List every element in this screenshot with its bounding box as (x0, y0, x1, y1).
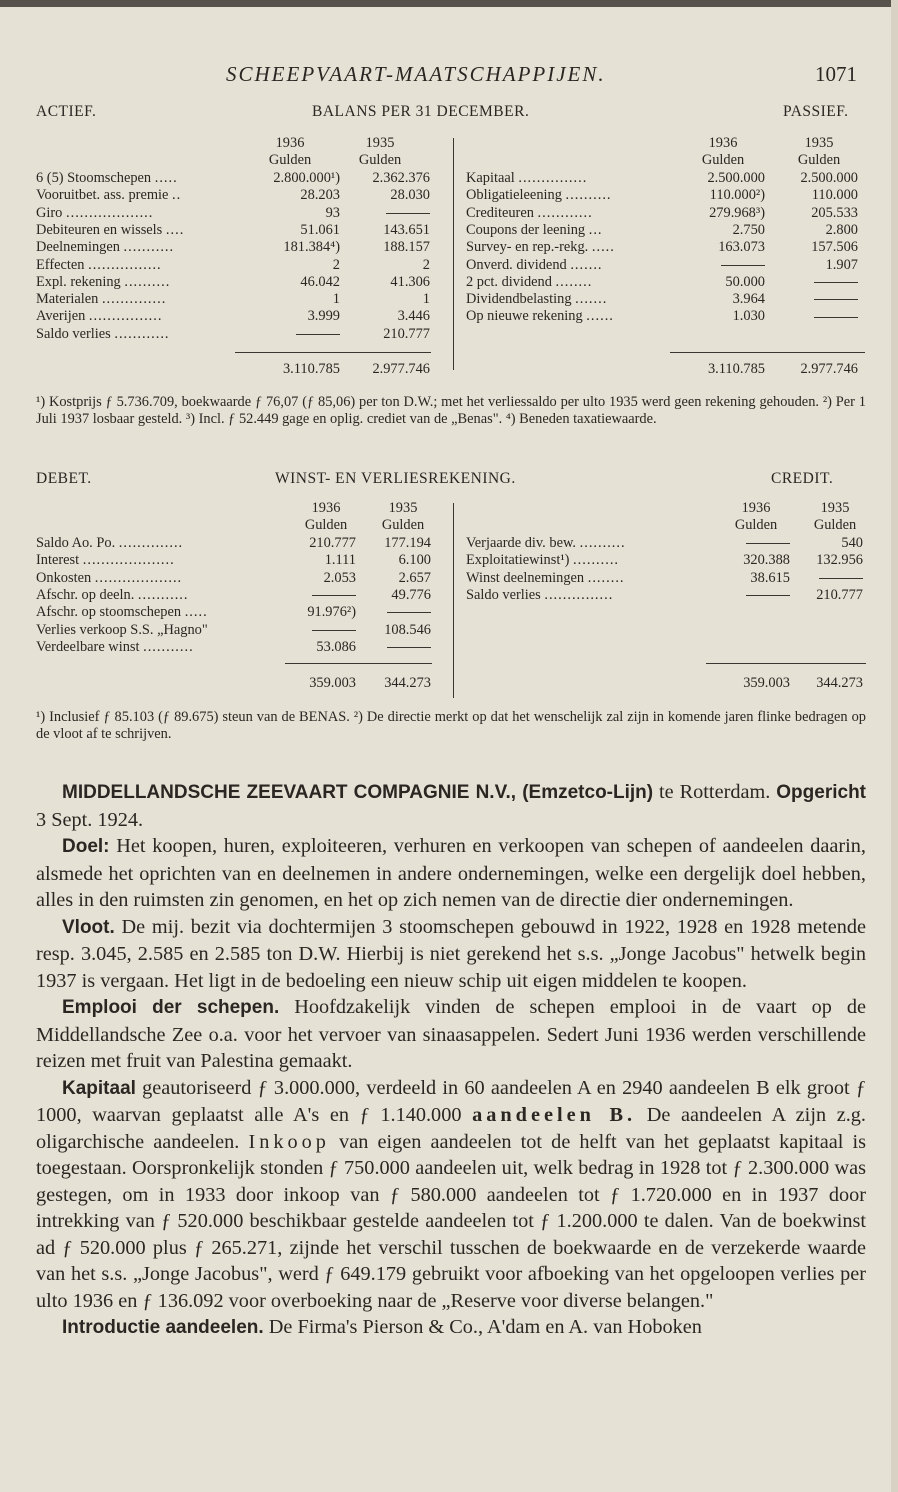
passief-unit-1935: Gulden (797, 152, 841, 168)
passief-row-value-1936 (666, 257, 765, 274)
item-name: Op nieuwe rekening (466, 308, 583, 325)
actief-row-value-1936 (236, 326, 340, 343)
passief-row (466, 170, 866, 187)
item-name: Interest (36, 552, 80, 569)
passief-row-value-1935: 205.533 (811, 204, 858, 221)
nil-rule (387, 612, 431, 613)
credit-label: CREDIT. (771, 470, 834, 487)
leader-dots: ..... (154, 170, 178, 186)
nil-rule (746, 595, 790, 596)
actief-row (36, 187, 436, 204)
actief-row (36, 257, 436, 274)
passief-row-value-1935: 2.800 (825, 221, 858, 238)
actief-row-value-1935: 28.030 (390, 187, 430, 204)
passief-row-value-1936: 2.750 (732, 221, 765, 238)
kapitaal-label: Kapitaal (62, 1077, 136, 1099)
passief-row (466, 257, 866, 274)
actief-row-label (36, 222, 241, 239)
debet-row-label (36, 639, 276, 656)
leader-dots: ................... (66, 204, 154, 221)
credit-row-label (466, 587, 706, 604)
actief-row (36, 205, 436, 222)
credit-total-1936: 359.003 (743, 675, 790, 691)
actief-row-value-1936: 93 (325, 204, 340, 221)
actief-row-label (36, 239, 241, 256)
actief-row-value-1936: 3.999 (307, 308, 340, 325)
item-name: Coupons der leening (466, 221, 586, 238)
passief-row-value-1935 (765, 274, 858, 291)
leader-dots: ................ (88, 308, 163, 325)
credit-row-label (466, 535, 706, 552)
opgericht-text: 3 Sept. 1924. (36, 808, 144, 831)
debet-row-value-1935: 108.546 (384, 621, 431, 638)
credit-row-value-1936: 38.615 (750, 569, 790, 586)
debet-row-value-1935 (354, 639, 431, 656)
credit-row-value-1935: 132.956 (816, 552, 863, 569)
passief-row-label (466, 187, 671, 204)
actief-row-value-1935: 41.306 (390, 273, 430, 290)
actief-row-label (36, 205, 241, 222)
credit-row-value-1935: 540 (841, 535, 863, 551)
actief-row-value-1936: 181.384⁴) (283, 239, 340, 256)
company-heading-paragraph (36, 779, 866, 833)
kapitaal-text-3: van eigen aandeelen tot de helft van het geplaatst kapitaal is toegestaan. Oorspronkelijk stonden ƒ 750.000 aandeelen uit, welk bedrag in 1928 tot ƒ 2.300.000 was gestegen, om in 1933 door inkoop van ƒ 580.000 aandeelen tot ƒ 1.720.000 en in 1937 door intrekking van ƒ 520.000 beschikbaar gestelde aandeelen tot ƒ 1.200.000 te dalen. Van de boekwinst ad ƒ 520.000 plus ƒ 265.271, zijnde het verschil tusschen de boekwaarde en de verzekerde waarde van het s.s. „Jonge Jacobus", werd ƒ 649.179 gebruikt voor afboeking van het opgeloopen verlies per ulto 1936 en ƒ 136.092 voor overboeking naar de „Reserve voor diverse belangen." (36, 1130, 866, 1312)
credit-total-rule (706, 663, 866, 664)
debet-row-value-1935: 6.100 (398, 552, 431, 569)
passief-row-label (466, 239, 671, 256)
debet-row (36, 587, 456, 604)
item-name: Verdeelbare winst (36, 638, 140, 655)
top-scan-edge (0, 0, 898, 7)
debet-row-value-1936 (276, 587, 356, 604)
nil-rule (814, 282, 858, 283)
actief-total-1936: 3.110.785 (282, 361, 340, 377)
item-name: Deelnemingen (36, 239, 120, 256)
debet-unit-1936: Gulden (304, 517, 348, 533)
passief-row-label (466, 170, 671, 187)
debet-row-label (36, 587, 276, 604)
debet-row-label (36, 552, 276, 569)
balans-column-divider (453, 138, 454, 370)
actief-row-label (36, 187, 241, 204)
debet-row (36, 552, 456, 569)
item-name: Winst deelnemingen (466, 569, 585, 586)
leader-dots: ................... (94, 569, 183, 586)
actief-row-value-1936: 46.042 (300, 273, 340, 290)
item-name: Afschr. op deeln. (36, 586, 135, 603)
actief-row-label (36, 274, 241, 291)
actief-row-value-1935: 188.157 (383, 239, 430, 256)
doel-paragraph (36, 833, 866, 914)
leader-dots: ............... (544, 586, 614, 603)
item-name: 2 pct. dividend (466, 273, 552, 290)
leader-dots: ...... (586, 308, 614, 325)
passief-row-value-1936: 1.030 (732, 308, 765, 325)
leader-dots: ....... (570, 256, 603, 273)
nil-rule (819, 578, 863, 579)
actief-row-label (36, 170, 241, 187)
actief-row-value-1935: 143.651 (383, 221, 430, 238)
vloot-label: Vloot. (62, 916, 115, 938)
actief-row-label (36, 308, 241, 325)
leader-dots: ..... (591, 239, 615, 256)
credit-row-value-1935: 210.777 (816, 586, 863, 603)
item-name: Onkosten (36, 569, 92, 586)
right-scan-edge (891, 0, 898, 1492)
leader-dots: .......... (124, 273, 171, 290)
passief-row-value-1935 (765, 291, 858, 308)
debet-row-value-1935 (354, 604, 431, 621)
doel-text: Het koopen, huren, exploiteeren, verhuren en verkoopen van schepen of aandeelen daarin, alsmede het oprichten van en deelnemen in andere ondernemingen, welke een dergelijk doel hebben, alles in den ruimsten zin genomen, en het op zich nemen van de directie dier ondernemingen. (36, 835, 866, 911)
actief-row-value-1936: 51.061 (300, 221, 340, 238)
passief-row-value-1936: 163.073 (718, 239, 765, 256)
item-name: Survey- en rep.-rekg. (466, 239, 589, 256)
leader-dots: ... (588, 221, 603, 238)
leader-dots: ........... (123, 239, 175, 256)
passief-row (466, 205, 866, 222)
debet-row (36, 570, 456, 587)
debet-year-1935: 1935 (388, 500, 418, 516)
actief-total-row (36, 361, 436, 378)
passief-row-value-1935: 110.000 (811, 187, 858, 204)
debet-total-row (36, 675, 456, 692)
actief-total-rule (235, 352, 431, 353)
item-name: Saldo Ao. Po. (36, 535, 116, 551)
item-name: Afschr. op stoomschepen (36, 604, 182, 621)
leader-dots: .................... (82, 552, 175, 569)
debet-row-label (36, 535, 276, 552)
leader-dots: ............... (518, 170, 588, 186)
passief-row-value-1936: 2.500.000 (707, 170, 765, 186)
leader-dots: ............ (537, 204, 593, 221)
actief-year-1935: 1935 (365, 135, 395, 151)
passief-row-label (466, 291, 671, 308)
passief-row-label (466, 222, 671, 239)
actief-row-value-1935: 1 (422, 291, 430, 308)
item-name: Exploitatiewinst¹) (466, 552, 570, 569)
passief-row-label (466, 257, 671, 274)
debet-row-value-1936 (276, 622, 356, 639)
passief-row (466, 187, 866, 204)
introductie-label: Introductie aandeelen. (62, 1317, 264, 1338)
actief-row-value-1936: 28.203 (300, 187, 340, 204)
leader-dots: .......... (573, 552, 620, 569)
debet-row (36, 604, 456, 621)
credit-row-label (466, 570, 706, 587)
kapitaal-spaced-inkoop: Inkoop (248, 1130, 330, 1153)
leader-dots: .............. (118, 535, 184, 551)
company-article (36, 779, 866, 1342)
item-name: Materialen (36, 291, 99, 308)
actief-row (36, 222, 436, 239)
kapitaal-text-2: De aandeelen A zijn z.g. oligarchische aandeelen. (36, 1104, 866, 1153)
debet-total-1935: 344.273 (384, 675, 431, 691)
leader-dots: .... (165, 221, 185, 238)
passief-label: PASSIEF. (783, 103, 849, 120)
item-name: Onverd. dividend (466, 256, 567, 273)
passief-row (466, 308, 866, 325)
leader-dots: ..... (184, 604, 208, 621)
credit-row (466, 535, 866, 552)
leader-dots: ........ (587, 569, 625, 586)
passief-row-value-1935: 1.907 (825, 256, 858, 273)
passief-total-row (466, 361, 866, 378)
nil-rule (721, 265, 765, 266)
kapitaal-spaced-aandeelen-b: aandeelen B. (472, 1104, 637, 1126)
opgericht-label: Opgericht (776, 782, 866, 803)
leader-dots: .. (172, 187, 182, 204)
nil-rule (312, 630, 356, 631)
credit-row-value-1935 (786, 570, 863, 587)
debet-year-1936: 1936 (311, 500, 341, 516)
actief-row (36, 274, 436, 291)
actief-row (36, 239, 436, 256)
balans-title: BALANS PER 31 DECEMBER. (312, 103, 530, 120)
actief-row (36, 326, 436, 343)
debet-total-rule (285, 663, 432, 664)
debet-row-label (36, 622, 276, 639)
passief-row-value-1936: 110.000²) (709, 187, 765, 204)
actief-row-value-1936: 2.800.000¹) (273, 170, 340, 186)
credit-unit-1936: Gulden (734, 517, 778, 533)
credit-total-1935: 344.273 (816, 675, 863, 691)
item-name: Verjaarde div. bew. (466, 535, 577, 551)
leader-dots: ........ (555, 273, 593, 290)
item-name: Averijen (36, 308, 86, 325)
actief-row-value-1936: 2 (332, 256, 340, 273)
passief-row-label (466, 308, 671, 325)
item-name: Saldo verlies (466, 586, 541, 603)
introductie-paragraph (36, 1314, 866, 1342)
actief-unit-1936: Gulden (268, 152, 312, 168)
passief-row-value-1935: 2.500.000 (800, 170, 858, 186)
item-name: Saldo verlies (36, 325, 111, 342)
emplooi-label: Emplooi der schepen. (62, 997, 280, 1018)
debet-row-value-1936: 1.111 (324, 552, 356, 569)
company-location: te Rotterdam. (653, 781, 771, 803)
credit-unit-1935: Gulden (813, 517, 857, 533)
actief-row-value-1935 (336, 205, 430, 222)
nil-rule (387, 647, 431, 648)
item-name: Expl. rekening (36, 273, 121, 290)
emplooi-paragraph (36, 994, 866, 1075)
actief-total-1935: 2.977.746 (372, 361, 430, 377)
actief-row-label (36, 326, 241, 343)
debet-row-value-1936: 53.086 (316, 638, 356, 655)
passief-row-value-1936: 279.968³) (709, 204, 765, 221)
winst-footnote: ¹) Inclusief ƒ 85.103 (ƒ 89.675) steun van de BENAS. ²) De directie merkt op dat het wenschelijk zal zijn in komende jaren flinke bedragen op de vloot af te schrijven. (36, 709, 866, 742)
passief-row-value-1936: 3.964 (732, 291, 765, 308)
passief-total-rule (670, 352, 865, 353)
passief-row-value-1936: 50.000 (725, 273, 765, 290)
actief-unit-1935: Gulden (358, 152, 402, 168)
passief-unit-1936: Gulden (701, 152, 745, 168)
leader-dots: ................ (88, 256, 162, 273)
item-name: Vooruitbet. ass. premie (36, 187, 169, 204)
passief-total-1935: 2.977.746 (800, 361, 858, 377)
nil-rule (386, 213, 430, 214)
item-name: Effecten (36, 256, 85, 273)
actief-row (36, 291, 436, 308)
actief-row-label (36, 291, 241, 308)
item-name: Kapitaal (466, 170, 515, 186)
passief-total-1936: 3.110.785 (707, 361, 765, 377)
leader-dots: ........... (143, 638, 194, 655)
debet-row-value-1936: 2.053 (323, 569, 356, 586)
passief-row-label (466, 274, 671, 291)
debet-row-value-1936: 210.777 (309, 535, 356, 551)
leader-dots: ....... (575, 291, 608, 308)
debet-row-label (36, 570, 276, 587)
credit-total-row (466, 675, 866, 692)
credit-row-value-1936 (706, 535, 790, 552)
passief-row-value-1935 (765, 308, 858, 325)
actief-row-value-1936: 1 (332, 291, 340, 308)
passief-row (466, 291, 866, 308)
credit-row (466, 552, 866, 569)
item-name: Debiteuren en wissels (36, 221, 163, 238)
passief-row (466, 222, 866, 239)
debet-label: DEBET. (36, 470, 92, 487)
debet-row (36, 535, 456, 552)
debet-total-1936: 359.003 (309, 675, 356, 691)
company-name: MIDDELLANDSCHE ZEEVAART COMPAGNIE N.V., (Emzetco-Lijn) (62, 782, 654, 803)
leader-dots: ............ (114, 325, 170, 342)
debet-row-value-1935: 49.776 (391, 586, 431, 603)
passief-row (466, 239, 866, 256)
credit-row (466, 570, 866, 587)
kapitaal-paragraph (36, 1075, 866, 1315)
credit-year-1936: 1936 (741, 500, 771, 516)
winst-title: WINST- EN VERLIESREKENING. (275, 470, 516, 487)
debet-row-label (36, 604, 276, 621)
credit-row-value-1936: 320.388 (743, 552, 790, 569)
nil-rule (814, 317, 858, 318)
item-name: Giro (36, 204, 63, 221)
actief-row (36, 308, 436, 325)
item-name: 6 (5) Stoomschepen (36, 170, 152, 186)
actief-row-value-1935: 210.777 (383, 325, 430, 342)
credit-row-value-1936 (706, 587, 790, 604)
passief-row-value-1935: 157.506 (811, 239, 858, 256)
nil-rule (746, 543, 790, 544)
debet-row-value-1935: 177.194 (384, 535, 431, 551)
leader-dots: .............. (101, 291, 167, 308)
leader-dots: .......... (579, 535, 626, 551)
nil-rule (312, 595, 356, 596)
passief-row (466, 274, 866, 291)
nil-rule (296, 334, 340, 335)
kapitaal-text-1: geautoriseerd ƒ 3.000.000, verdeeld in 60 aandeelen A en 2940 aandeelen B elk groot ƒ 1000, waarvan geplaatst alle A's en ƒ 1.140.000 (36, 1076, 866, 1126)
passief-year-1936: 1936 (708, 135, 738, 151)
actief-label: ACTIEF. (36, 103, 97, 120)
running-title: SCHEEPVAART-MAATSCHAPPIJEN. (226, 62, 606, 86)
leader-dots: ........... (137, 586, 189, 603)
nil-rule (814, 299, 858, 300)
actief-row-value-1935: 2.362.376 (372, 170, 430, 186)
actief-row (36, 170, 436, 187)
credit-row (466, 587, 866, 604)
vloot-paragraph (36, 914, 866, 995)
item-name: Verlies verkoop S.S. „Hagno" (36, 621, 208, 638)
actief-row-value-1935: 2 (422, 256, 430, 273)
passief-row-label (466, 205, 671, 222)
passief-year-1935: 1935 (804, 135, 834, 151)
actief-row-value-1935: 3.446 (397, 308, 430, 325)
debet-row-value-1936: 91.976²) (307, 604, 356, 621)
vloot-text: De mij. bezit via dochtermijen 3 stoomschepen gebouwd in 1922, 1928 en 1928 metende resp. 3.045, 2.585 en 2.585 ton D.W. Hierbij is niet gerekend het s.s. „Jonge Jacobus" hetwelk begin 1937 is vergaan. Het ligt in de bedoeling een nieuw schip uit eigen middelen te koopen. (36, 915, 866, 992)
item-name: Obligatieleening (466, 187, 562, 204)
actief-year-1936: 1936 (275, 135, 305, 151)
debet-row (36, 622, 456, 639)
debet-row (36, 639, 456, 656)
actief-row-label (36, 257, 241, 274)
introductie-text: De Firma's Pierson & Co., A'dam en A. van Hoboken (263, 1316, 702, 1338)
running-header (0, 58, 898, 88)
item-name: Crediteuren (466, 204, 534, 221)
balans-footnote: ¹) Kostprijs ƒ 5.736.709, boekwaarde ƒ 76,07 (ƒ 85,06) per ton D.W.; met het verliessaldo per ulto 1935 werd geen rekening gehouden. ²) Per 1 Juli 1937 losbaar gesteld. ³) Incl. ƒ 52.449 gage en oplig. crediet van de „Benas". ⁴) Beneden taxatiewaarde. (36, 394, 866, 427)
emplooi-text: Hoofdzakelijk vinden de schepen emplooi in de vaart op de Middellandsche Zee o.a. voor het vervoer van sinaasappelen. Sedert Juni 1936 werden verschillende reizen met fruit van Palestina gemaakt. (36, 996, 866, 1072)
doel-label: Doel: (62, 836, 110, 857)
credit-row-label (466, 552, 706, 569)
item-name: Dividendbelasting (466, 291, 572, 308)
debet-row-value-1935: 2.657 (398, 569, 431, 586)
credit-year-1935: 1935 (820, 500, 850, 516)
page-number: 1071 (815, 62, 857, 86)
leader-dots: .......... (565, 187, 612, 204)
debet-unit-1935: Gulden (381, 517, 425, 533)
